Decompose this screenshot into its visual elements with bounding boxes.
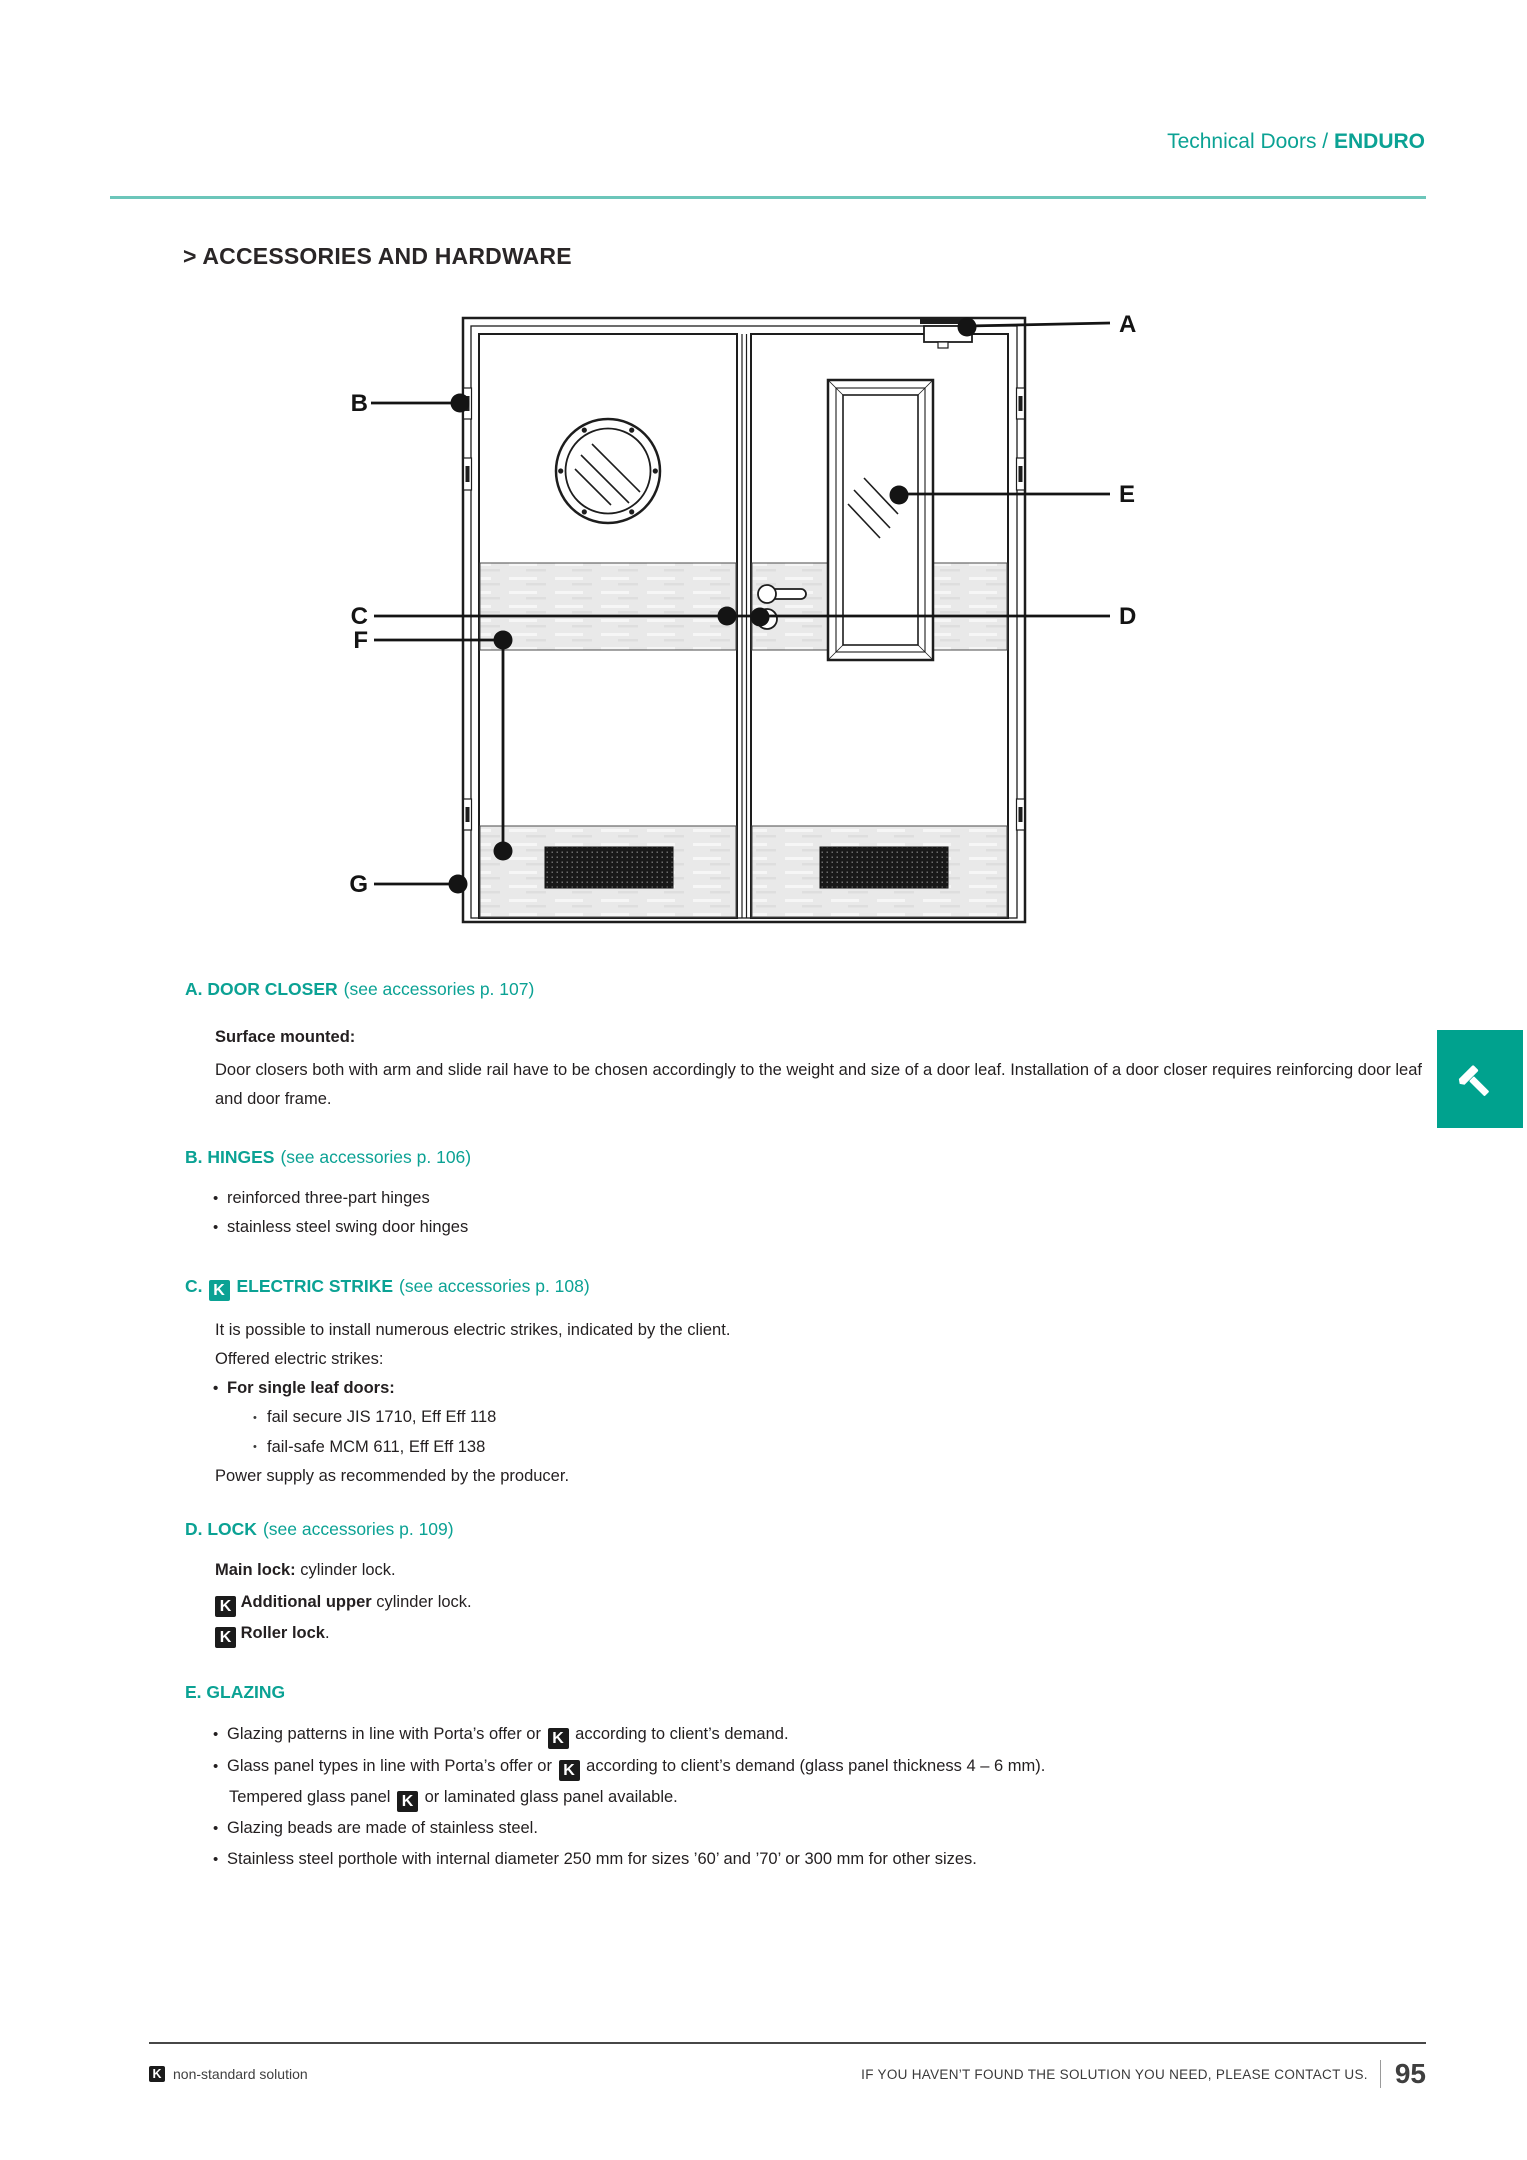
section-door-closer — [185, 978, 1447, 1114]
breadcrumb — [1167, 130, 1425, 154]
list-item: • Glass panel types in line with Porta’s offer or K according to client’s demand (glass panel thickness 4 – 6 mm). — [213, 1751, 1447, 1783]
list-item: • For single leaf doors: — [213, 1374, 1447, 1403]
k-non-standard-icon: K — [215, 1627, 236, 1648]
footer-contact-text: IF YOU HAVEN’T FOUND THE SOLUTION YOU NEED, PLEASE CONTACT US. — [861, 2066, 1368, 2082]
section-note: (see accessories p. 109) — [262, 1519, 454, 1539]
bullet: • — [213, 1726, 219, 1743]
footer-rule — [149, 2042, 1426, 2044]
section-note: (see accessories p. 107) — [343, 979, 535, 999]
body-line: It is possible to install numerous electric strikes, indicated by the client. — [215, 1321, 731, 1339]
footer — [149, 2058, 1426, 2090]
bullet: • — [253, 1411, 257, 1424]
sub-list-item: • fail-safe MCM 611, Eff Eff 138 — [253, 1433, 1447, 1463]
bullet: • — [213, 1757, 219, 1775]
glazing-panel — [828, 380, 933, 660]
technical-section-tab[interactable] — [1437, 1030, 1523, 1128]
list-item: • Glazing beads are made of stainless steel. — [213, 1813, 1447, 1845]
section-note: (see accessories p. 106) — [280, 1147, 472, 1167]
hammer-icon — [1457, 1056, 1503, 1102]
section-heading: A. DOOR CLOSER (see accessories p. 107) — [185, 979, 535, 999]
footer-divider — [1380, 2060, 1381, 2088]
lock-main-row: Main lock: cylinder lock. — [215, 1561, 396, 1579]
sub-list-item: • fail secure JIS 1710, Eff Eff 118 — [253, 1403, 1447, 1433]
label-f: F — [353, 627, 368, 654]
page-title: > ACCESSORIES AND HARDWARE — [183, 243, 572, 269]
section-hinges — [185, 1146, 1447, 1242]
vent-grille-right — [820, 847, 948, 888]
body-line: Power supply as recommended by the producer. — [215, 1467, 570, 1485]
k-non-standard-icon: K — [548, 1728, 569, 1749]
section-heading: E. GLAZING — [185, 1682, 286, 1702]
footer-legend — [149, 2066, 308, 2082]
section-heading: B. HINGES (see accessories p. 106) — [185, 1147, 472, 1167]
list-item-continuation: Tempered glass panel K or laminated glass panel available. — [229, 1788, 678, 1810]
section-heading: D. LOCK (see accessories p. 109) — [185, 1519, 454, 1539]
footer-legend-text: non-standard solution — [173, 2066, 308, 2082]
label-e: E — [1119, 481, 1136, 508]
bullet: • — [213, 1190, 219, 1207]
bullet: • — [253, 1441, 257, 1453]
section-note: (see accessories p. 108) — [399, 1276, 590, 1296]
breadcrumb-category: Technical Doors / — [1167, 130, 1334, 153]
list-item: • Stainless steel porthole with internal diameter 250 mm for sizes ’60’ and ’70’ or 300 mm for other sizes. — [213, 1844, 1447, 1876]
lock-roller-row: K Roller lock. — [215, 1618, 1447, 1650]
k-non-standard-icon: K — [215, 1596, 236, 1617]
k-non-standard-icon: K — [209, 1280, 230, 1301]
lock-additional-row: K Additional upper cylinder lock. — [215, 1587, 1447, 1619]
vent-grille-left — [545, 847, 673, 888]
list-item: • Glazing patterns in line with Porta’s offer or K according to client’s demand. — [213, 1719, 1447, 1751]
section-glazing — [185, 1681, 1447, 1876]
section-electric-strike — [185, 1275, 1447, 1491]
label-c: C — [350, 603, 368, 630]
body-line: Offered electric strikes: — [215, 1350, 384, 1368]
door-diagram — [330, 300, 1150, 960]
section-lock — [185, 1518, 1447, 1650]
porthole-window — [556, 419, 660, 523]
k-non-standard-icon: K — [559, 1760, 580, 1781]
label-b: B — [350, 390, 368, 417]
label-a: A — [1119, 311, 1137, 338]
page-number: 95 — [1394, 2058, 1426, 2089]
k-non-standard-icon: K — [397, 1791, 418, 1812]
subheading: Surface mounted: — [215, 1028, 356, 1046]
list-item: • reinforced three-part hinges — [213, 1184, 1447, 1213]
bullet: • — [213, 1219, 219, 1236]
bullet: • — [213, 1380, 219, 1397]
bullet: • — [213, 1819, 219, 1837]
label-d: D — [1119, 603, 1137, 630]
label-g: G — [349, 871, 368, 898]
bullet: • — [213, 1851, 219, 1868]
k-non-standard-icon: K — [149, 2066, 165, 2082]
breadcrumb-product: ENDURO — [1333, 130, 1425, 153]
list-item: • stainless steel swing door hinges — [213, 1213, 1447, 1242]
header-rule — [110, 196, 1426, 199]
body-text: Door closers both with arm and slide rail have to be chosen accordingly to the weight and size of a door leaf. Installation of a door closer requires reinforcing door leaf and door frame. — [215, 1061, 1422, 1108]
protection-plate-mid-left — [480, 563, 736, 650]
section-heading: C. K ELECTRIC STRIKE (see accessories p. 108) — [185, 1276, 590, 1299]
footer-right — [861, 2058, 1426, 2090]
